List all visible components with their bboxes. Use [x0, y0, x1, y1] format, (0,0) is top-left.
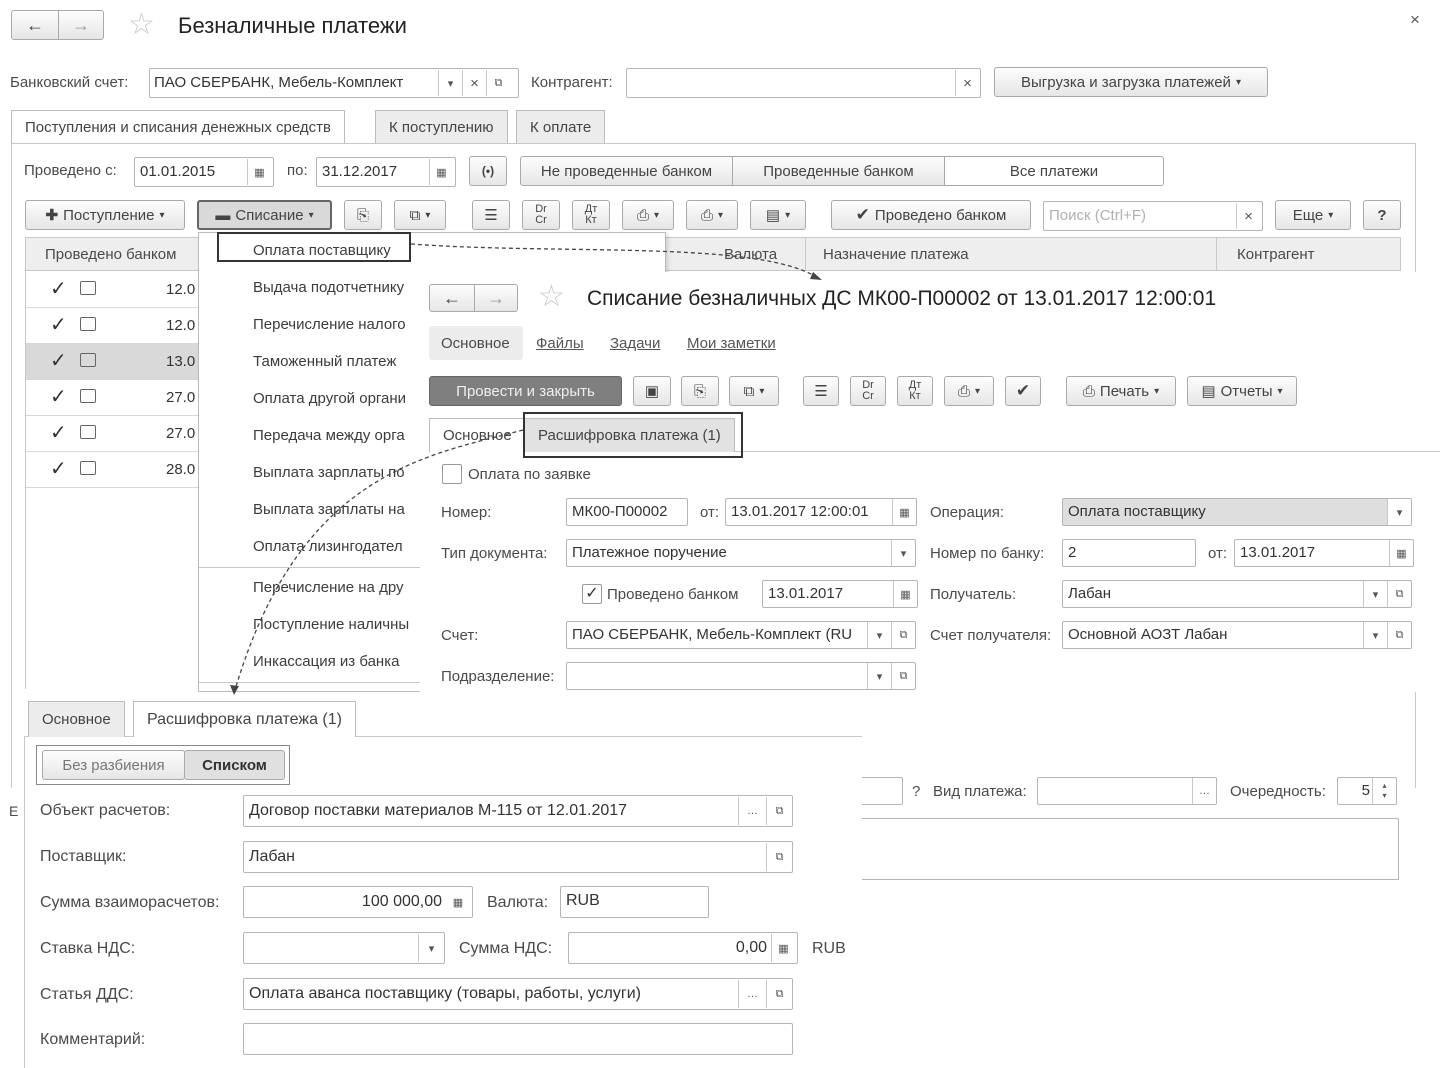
dt-kt-icon: Дт Кт [584, 203, 598, 226]
detail-tab-main[interactable]: Основное [28, 701, 125, 737]
menu-item[interactable]: Перечисление налого [253, 316, 406, 333]
bank-account-field[interactable]: ПАО СБЕРБАНК, Мебель-Комплект ▾ × ⧉ [149, 68, 519, 98]
column-contractor[interactable]: Контрагент [1237, 246, 1315, 263]
account-label: Счет: [441, 627, 479, 644]
more-button[interactable]: Еще ▾ [1275, 200, 1351, 230]
dropdown-icon[interactable]: ▾ [1363, 622, 1387, 648]
arrowhead [230, 685, 239, 695]
list-icon: ☰ [814, 383, 828, 400]
close-icon[interactable]: × [1410, 10, 1420, 29]
comment-label: Комментарий: [40, 1031, 146, 1048]
amount-label: Сумма взаиморасчетов: [40, 894, 220, 911]
dds-label: Статья ДДС: [40, 986, 134, 1003]
cut-label: Е [9, 803, 19, 819]
currency-field[interactable]: RUB [560, 886, 709, 918]
filter-not-posted[interactable]: Не проведенные банком [520, 156, 733, 186]
datetime-field[interactable]: 13.01.2017 12:00:01 ▦ [725, 498, 917, 526]
recipient-field[interactable]: Лабан ▾ ⧉ [1062, 580, 1412, 608]
dt-kt-icon: Дт Кт [908, 379, 922, 402]
post-icon: ⎘ [693, 382, 706, 400]
check-icon: ✓ [585, 585, 599, 602]
save-icon: ▣ [644, 383, 660, 400]
chevron-down-icon: ▾ [159, 209, 165, 221]
check-icon: ✓ [50, 314, 67, 336]
bank-number-label: Номер по банку: [930, 545, 1045, 562]
bank-account-label: Банковский счет: [10, 74, 129, 91]
chevron-down-icon: ▾ [425, 209, 431, 221]
division-label: Подразделение: [441, 668, 555, 685]
dr-cr-icon: Dr Cr [535, 203, 547, 226]
search-input[interactable]: Поиск (Ctrl+F) × [1043, 201, 1263, 231]
history-icon: ⎙ [957, 382, 970, 400]
calendar-icon[interactable]: ▦ [893, 581, 917, 607]
printer-icon: ⎙ [700, 206, 713, 224]
clear-icon[interactable]: × [955, 70, 979, 96]
operation-label: Операция: [930, 504, 1005, 521]
period-from-field[interactable]: 01.01.2015 ▦ [134, 157, 274, 187]
period-icon: (•) [481, 164, 495, 178]
doc-type-label: Тип документа: [441, 545, 548, 562]
arrow-left-icon: ← [443, 287, 461, 308]
posted-date-field[interactable]: 13.01.2017 ▦ [762, 580, 918, 608]
favorite-star-icon[interactable]: ☆ [128, 8, 155, 41]
by-request-label: Оплата по заявке [468, 466, 591, 483]
dropdown-icon[interactable]: ▾ [867, 663, 891, 689]
help-button[interactable]: ? [1363, 200, 1401, 230]
calendar-icon[interactable]: ▦ [247, 159, 271, 185]
chevron-down-icon: ▾ [1277, 385, 1283, 397]
column-posted[interactable]: Проведено банком [45, 246, 177, 263]
table-row[interactable]: ✓ 12.0 [26, 272, 198, 308]
create-based-icon: ⧉ [409, 206, 421, 224]
check-icon: ✓ [50, 422, 67, 444]
page-title: Безналичные платежи [178, 13, 407, 38]
bank-number-field[interactable]: 2 [1062, 539, 1196, 567]
payment-type-label: Вид платежа: [933, 783, 1027, 800]
dropdown-icon[interactable]: ▾ [418, 934, 444, 962]
check-icon: ✓ [50, 278, 67, 300]
recipient-account-field[interactable]: Основной АОЗТ Лабан ▾ ⧉ [1062, 621, 1412, 649]
dropdown-icon[interactable]: ▾ [438, 70, 462, 96]
number-label: Номер: [441, 504, 492, 521]
arrowhead [810, 272, 822, 280]
number-field[interactable]: МК00-П00002 [566, 498, 688, 526]
tab-movements[interactable]: Поступления и списания денежных средств [11, 110, 345, 144]
arrow-right-icon: → [72, 14, 90, 35]
table-row[interactable]: ✓ 28.0 [26, 452, 198, 488]
menu-item[interactable]: Передача между орга [253, 427, 405, 444]
spinner-icon[interactable]: ▴ ▾ [1372, 778, 1396, 804]
open-icon[interactable]: ⧉ [766, 980, 792, 1008]
open-icon[interactable]: ⧉ [1387, 581, 1411, 607]
doc-tab-main[interactable]: Основное [429, 418, 526, 452]
question-label: ? [912, 783, 921, 800]
account-field[interactable]: ПАО СБЕРБАНК, Мебель-Комплект (RU ▾ ⧉ [566, 621, 916, 649]
writeoff-button[interactable]: ▬ Списание ▾ [197, 200, 332, 230]
check-icon: ✓ [50, 458, 67, 480]
detail-tab-decoding[interactable]: Расшифровка платежа (1) [133, 701, 356, 737]
date-from-label: от: [700, 504, 720, 521]
doc-reports-button[interactable]: ▤ Отчеты ▾ [1187, 376, 1297, 406]
table-row[interactable]: ✓ 27.0 [26, 416, 198, 452]
open-icon[interactable]: ⧉ [486, 70, 510, 96]
arrow-to-detail [235, 430, 523, 690]
copy-icon: ⎘ [356, 206, 369, 224]
recipient-account-label: Счет получателя: [930, 627, 1052, 644]
doc-title: Списание безналичных ДС МК00-П00002 от 13.01.2017 12:00:01 [587, 287, 1217, 310]
exchange-button[interactable]: Выгрузка и загрузка платежей ▾ [994, 67, 1268, 97]
column-purpose[interactable]: Назначение платежа [823, 246, 969, 263]
open-icon[interactable]: ⧉ [766, 843, 792, 871]
select-icon[interactable]: … [738, 797, 766, 825]
check-icon: ✓ [50, 350, 67, 372]
menu-item[interactable]: Таможенный платеж [253, 353, 397, 370]
doc-nav-main[interactable]: Основное [441, 335, 510, 352]
chevron-down-icon: ▾ [1154, 385, 1160, 397]
calendar-icon[interactable]: ▦ [429, 159, 453, 185]
object-label: Объект расчетов: [40, 802, 171, 819]
chevron-down-icon: ▾ [308, 209, 314, 221]
history-icon: ⎙ [636, 206, 649, 224]
minus-icon: ▬ [215, 206, 231, 224]
doc-nav-files[interactable]: Файлы [536, 335, 584, 352]
menu-item[interactable]: Оплата другой органи [253, 390, 407, 407]
vat-sum-label: Сумма НДС: [459, 940, 553, 957]
dropdown-icon[interactable]: ▾ [1363, 581, 1387, 607]
column-currency[interactable]: Валюта [724, 246, 778, 263]
contractor-label: Контрагент: [531, 74, 613, 91]
doc-nav-tasks[interactable]: Задачи [610, 335, 661, 352]
open-icon[interactable]: ⧉ [891, 622, 915, 648]
chevron-down-icon: ▾ [785, 209, 791, 221]
bank-date-field[interactable]: 13.01.2017 ▦ [1234, 539, 1414, 567]
dropdown-icon[interactable]: ▾ [1387, 499, 1411, 525]
select-icon[interactable]: … [1192, 778, 1216, 804]
menu-item[interactable]: Выплата зарплаты на [253, 501, 405, 518]
chevron-down-icon: ▾ [717, 209, 724, 221]
menu-item[interactable]: Поступление наличны [253, 616, 410, 633]
tab-incoming[interactable]: К поступлению [375, 110, 508, 144]
posted-bank-button[interactable]: ✔ Проведено банком [831, 200, 1031, 230]
menu-item[interactable]: Инкассация из банка [253, 653, 400, 670]
arrow-to-document [411, 244, 818, 278]
period-to-label: по: [287, 162, 308, 179]
filter-posted[interactable]: Проведенные банком [732, 156, 945, 186]
calculator-icon[interactable]: ▦ [452, 896, 464, 909]
menu-item[interactable]: Выплата зарплаты по [253, 464, 405, 481]
period-from-label: Проведено с: [24, 162, 117, 179]
recipient-label: Получатель: [930, 586, 1017, 603]
vat-sum-field[interactable]: 0,00 ▦ [568, 932, 798, 964]
clear-icon[interactable]: × [1236, 203, 1260, 229]
table-row[interactable]: ✓ 13.0 [26, 344, 198, 380]
supplier-label: Поставщик: [40, 848, 127, 865]
plus-icon: ✚ [45, 207, 59, 224]
printer-icon: ⎙ [1082, 382, 1095, 400]
doc-nav-notes[interactable]: Мои заметки [687, 335, 776, 352]
open-icon[interactable]: ⧉ [1387, 622, 1411, 648]
supplier-field[interactable]: Лабан ⧉ [243, 841, 793, 873]
calculator-icon[interactable]: ▦ [771, 934, 795, 962]
priority-label: Очередность: [1230, 783, 1326, 800]
menu-item[interactable]: Оплата лизингодател [253, 538, 403, 555]
report-icon: ▤ [765, 207, 781, 224]
menu-item[interactable]: Выдача подотчетнику [253, 279, 405, 296]
income-button[interactable]: ✚ Поступление ▾ [25, 200, 185, 230]
calendar-icon[interactable]: ▦ [892, 499, 916, 525]
check-icon: ✔ [1015, 381, 1031, 400]
currency-label: Валюта: [487, 894, 549, 911]
post-close-button[interactable]: Провести и закрыть [429, 376, 622, 406]
favorite-star-icon[interactable]: ☆ [538, 280, 565, 313]
clear-icon[interactable]: × [462, 70, 486, 96]
check-icon: ✓ [50, 386, 67, 408]
period-to-field[interactable]: 31.12.2017 ▦ [316, 157, 456, 187]
select-icon[interactable]: … [738, 980, 766, 1008]
chevron-down-icon: ▾ [759, 385, 765, 397]
doc-type-field[interactable]: Платежное поручение ▾ [566, 539, 916, 567]
dropdown-icon[interactable]: ▾ [891, 540, 915, 566]
posted-label: Проведено банком [607, 586, 739, 603]
doc-tab-details[interactable]: Расшифровка платежа (1) [524, 418, 735, 452]
chevron-down-icon: ▾ [1235, 76, 1241, 88]
arrow-left-icon: ← [26, 14, 44, 35]
dr-cr-icon: Dr Cr [862, 379, 874, 402]
report-icon: ▤ [1201, 383, 1216, 400]
menu-item[interactable]: Перечисление на дру [253, 579, 404, 596]
object-field[interactable]: Договор поставки материалов М-115 от 12.01.2017 … ⧉ [243, 795, 793, 827]
dds-field[interactable]: Оплата аванса поставщику (товары, работы, услуги) … ⧉ [243, 978, 793, 1010]
table-row[interactable]: ✓ 27.0 [26, 380, 198, 416]
menu-item-pay-supplier[interactable]: Оплата поставщику [253, 242, 391, 259]
chevron-down-icon: ▾ [1328, 209, 1334, 221]
priority-field[interactable]: 5 ▴ ▾ [1337, 777, 1397, 805]
chevron-down-icon: ▾ [974, 385, 981, 397]
mode-list[interactable]: Списком [184, 750, 285, 780]
check-icon: ✔ [855, 205, 870, 224]
calendar-icon[interactable]: ▦ [1389, 540, 1413, 566]
vat-rate-label: Ставка НДС: [40, 940, 136, 957]
vat-currency: RUB [812, 940, 846, 957]
tab-to-pay[interactable]: К оплате [516, 110, 605, 144]
amount-field[interactable]: 100 000,00 ▦ [243, 886, 473, 918]
create-based-icon: ⧉ [743, 382, 755, 400]
table-row[interactable]: ✓ 12.0 [26, 308, 198, 344]
mode-no-split[interactable]: Без разбиения [42, 750, 185, 780]
filter-all[interactable]: Все платежи [944, 156, 1164, 186]
operation-field[interactable]: Оплата поставщику ▾ [1062, 498, 1412, 526]
open-icon[interactable]: ⧉ [766, 797, 792, 825]
bank-date-label: от: [1208, 545, 1228, 562]
arrow-right-icon: → [487, 287, 505, 308]
chevron-down-icon: ▾ [653, 209, 660, 221]
list-icon: ☰ [484, 207, 498, 224]
doc-print-button[interactable]: ⎙ Печать ▾ [1066, 376, 1176, 406]
dropdown-icon[interactable]: ▾ [867, 622, 891, 648]
open-icon[interactable]: ⧉ [891, 663, 915, 689]
